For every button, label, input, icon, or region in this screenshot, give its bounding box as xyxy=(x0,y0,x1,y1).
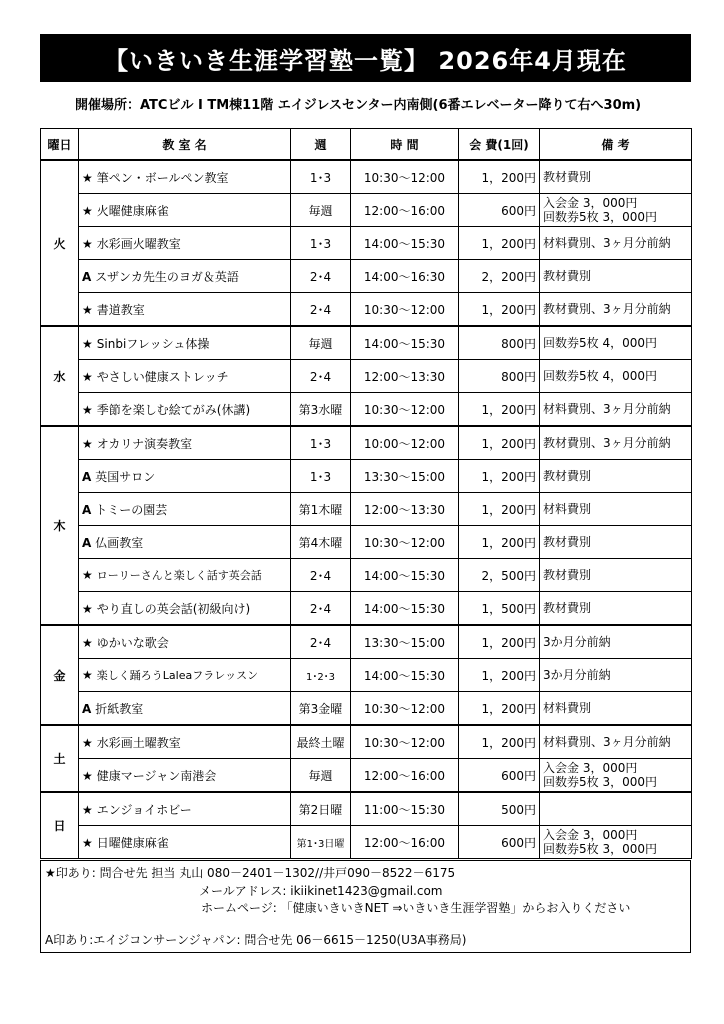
note-line: 教材費別 xyxy=(543,170,592,184)
week-cell: 第2日曜 xyxy=(291,792,351,826)
class-name-cell xyxy=(79,393,291,427)
week-cell: 第1木曜 xyxy=(291,493,351,526)
note-cell xyxy=(540,659,692,692)
time-cell: 14:00～15:30 xyxy=(351,659,459,692)
class-name-cell xyxy=(79,293,291,327)
fee-cell: 1，200円 xyxy=(459,692,540,726)
class-name-cell xyxy=(79,227,291,260)
star-mark: ★ xyxy=(82,668,93,682)
class-name: 筆ペン・ボールペン教室 xyxy=(96,170,229,185)
class-name-cell xyxy=(79,725,291,759)
class-name-cell xyxy=(79,460,291,493)
week-cell: 第3金曜 xyxy=(291,692,351,726)
class-name: やさしい健康ストレッチ xyxy=(96,369,229,384)
week-cell: 2･4 xyxy=(291,360,351,393)
class-name: 季節を楽しむ絵てがみ(休講) xyxy=(96,402,251,417)
note-cell xyxy=(540,725,692,759)
week-cell: 1･3 xyxy=(291,460,351,493)
class-name: 日曜健康麻雀 xyxy=(96,835,169,850)
table-row xyxy=(41,559,692,592)
contact-footer xyxy=(40,860,691,953)
a-mark: A xyxy=(82,535,92,550)
header-day: 曜日 xyxy=(41,129,79,161)
note-line: 教材費別 xyxy=(543,535,592,549)
table-row xyxy=(41,725,692,759)
fee-cell: 600円 xyxy=(459,194,540,227)
contact-a-mark: A印あり:エイジコンサーンジャパン: 問合せ先 06－6615－1250(U3A事務局) xyxy=(45,933,467,947)
time-cell: 12:00～13:30 xyxy=(351,493,459,526)
star-mark: ★ xyxy=(82,203,93,218)
day-cell: 日 xyxy=(41,792,79,859)
day-cell: 火 xyxy=(41,160,79,326)
time-cell: 12:00～16:00 xyxy=(351,759,459,793)
note-line: 材料費別、3ヶ月分前納 xyxy=(543,236,671,250)
class-name-cell xyxy=(79,592,291,626)
fee-cell: 1，200円 xyxy=(459,725,540,759)
fee-cell: 2，200円 xyxy=(459,260,540,293)
class-name: 折紙教室 xyxy=(95,701,144,716)
class-name-cell xyxy=(79,426,291,460)
note-cell xyxy=(540,692,692,726)
time-cell: 14:00～15:30 xyxy=(351,227,459,260)
note-line: 材料費別、3ヶ月分前納 xyxy=(543,402,671,416)
class-name: Sinbiフレッシュ体操 xyxy=(96,336,210,351)
time-cell: 12:00～16:00 xyxy=(351,194,459,227)
class-name: ゆかいな歌会 xyxy=(96,635,169,650)
note-cell xyxy=(540,826,692,859)
week-cell: 第3水曜 xyxy=(291,393,351,427)
day-cell: 木 xyxy=(41,426,79,625)
note-line: 材料費別 xyxy=(543,502,592,516)
table-row xyxy=(41,326,692,360)
class-name-cell xyxy=(79,759,291,793)
table-row xyxy=(41,426,692,460)
page-title: 【いきいき生涯学習塾一覧】 2026年4月現在 xyxy=(40,34,691,82)
note-line: 入会金 3，000円 xyxy=(543,196,638,210)
note-line: 教材費別、3ヶ月分前納 xyxy=(543,436,671,450)
contact-email: メールアドレス: ikiikinet1423@gmail.com xyxy=(199,884,443,898)
time-cell: 10:30～12:00 xyxy=(351,293,459,327)
note-line: 回数券5枚 3，000円 xyxy=(543,775,657,789)
time-cell: 10:30～12:00 xyxy=(351,725,459,759)
week-cell: 最終土曜 xyxy=(291,725,351,759)
header-name: 教 室 名 xyxy=(79,129,291,161)
time-cell: 12:00～13:30 xyxy=(351,360,459,393)
fee-cell: 600円 xyxy=(459,826,540,859)
note-line: 回数券5枚 4，000円 xyxy=(543,369,657,383)
class-name-cell xyxy=(79,160,291,194)
class-name-cell xyxy=(79,194,291,227)
fee-cell: 500円 xyxy=(459,792,540,826)
fee-cell: 600円 xyxy=(459,759,540,793)
table-row xyxy=(41,659,692,692)
star-mark: ★ xyxy=(82,369,93,384)
time-cell: 10:30～12:00 xyxy=(351,526,459,559)
time-cell: 14:00～15:30 xyxy=(351,592,459,626)
week-cell: 第1･3日曜 xyxy=(291,826,351,859)
a-mark: A xyxy=(82,469,92,484)
note-cell xyxy=(540,526,692,559)
day-cell: 金 xyxy=(41,625,79,725)
table-row xyxy=(41,227,692,260)
class-name-cell xyxy=(79,625,291,659)
week-cell: 1･2･3 xyxy=(291,659,351,692)
note-cell xyxy=(540,326,692,360)
week-cell: 1･3 xyxy=(291,426,351,460)
note-line: 教材費別、3ヶ月分前納 xyxy=(543,302,671,316)
note-line: 教材費別 xyxy=(543,269,592,283)
week-cell: 第4木曜 xyxy=(291,526,351,559)
time-cell: 10:00～12:00 xyxy=(351,426,459,460)
class-name: 楽しく踊ろうLaleaフラレッスン xyxy=(96,669,259,682)
week-cell: 毎週 xyxy=(291,194,351,227)
class-name: 英国サロン xyxy=(95,469,156,484)
week-cell: 2･4 xyxy=(291,293,351,327)
schedule-body xyxy=(41,160,692,859)
table-row xyxy=(41,493,692,526)
note-cell xyxy=(540,792,692,826)
note-cell xyxy=(540,426,692,460)
schedule-table xyxy=(40,128,692,859)
time-cell: 10:30～12:00 xyxy=(351,160,459,194)
fee-cell: 800円 xyxy=(459,326,540,360)
table-row xyxy=(41,160,692,194)
table-row xyxy=(41,625,692,659)
week-cell: 2･4 xyxy=(291,559,351,592)
fee-cell: 1，200円 xyxy=(459,493,540,526)
time-cell: 10:30～12:00 xyxy=(351,393,459,427)
star-mark: ★ xyxy=(82,568,93,582)
header-time: 時 間 xyxy=(351,129,459,161)
note-line: 3か月分前納 xyxy=(543,635,611,649)
table-row xyxy=(41,526,692,559)
class-name: 書道教室 xyxy=(96,302,145,317)
fee-cell: 1，200円 xyxy=(459,659,540,692)
time-cell: 14:00～16:30 xyxy=(351,260,459,293)
week-cell: 2･4 xyxy=(291,592,351,626)
fee-cell: 1，200円 xyxy=(459,526,540,559)
note-line: 入会金 3，000円 xyxy=(543,828,638,842)
table-row xyxy=(41,792,692,826)
star-mark: ★ xyxy=(82,402,93,417)
star-mark: ★ xyxy=(82,735,93,750)
class-name-cell xyxy=(79,559,291,592)
time-cell: 12:00～16:00 xyxy=(351,826,459,859)
note-cell xyxy=(540,360,692,393)
star-mark: ★ xyxy=(82,302,93,317)
table-row xyxy=(41,360,692,393)
note-line: 回数券5枚 3，000円 xyxy=(543,842,657,856)
star-mark: ★ xyxy=(82,336,93,351)
class-name: 火曜健康麻雀 xyxy=(96,203,169,218)
fee-cell: 1，200円 xyxy=(459,426,540,460)
table-header-row xyxy=(41,129,692,161)
a-mark: A xyxy=(82,701,92,716)
week-cell: 毎週 xyxy=(291,326,351,360)
class-name-cell xyxy=(79,493,291,526)
class-name-cell xyxy=(79,826,291,859)
fee-cell: 1，200円 xyxy=(459,160,540,194)
class-name: エンジョイホビー xyxy=(96,802,192,817)
note-line: 回数券5枚 3，000円 xyxy=(543,210,657,224)
star-mark: ★ xyxy=(82,802,93,817)
note-cell xyxy=(540,625,692,659)
note-line: 教材費別 xyxy=(543,601,592,615)
contact-homepage: ホームページ: 「健康いきいきNET ⇒いきいき生涯学習塾」からお入りください xyxy=(201,901,631,915)
time-cell: 13:30～15:00 xyxy=(351,625,459,659)
header-note: 備 考 xyxy=(540,129,692,161)
fee-cell: 2，500円 xyxy=(459,559,540,592)
note-cell xyxy=(540,559,692,592)
time-cell: 13:30～15:00 xyxy=(351,460,459,493)
class-name-cell xyxy=(79,260,291,293)
table-row xyxy=(41,460,692,493)
table-row xyxy=(41,393,692,427)
note-cell xyxy=(540,160,692,194)
note-cell xyxy=(540,293,692,327)
fee-cell: 1，200円 xyxy=(459,227,540,260)
note-cell xyxy=(540,260,692,293)
note-line: 3か月分前納 xyxy=(543,668,611,682)
note-cell xyxy=(540,759,692,793)
time-cell: 10:30～12:00 xyxy=(351,692,459,726)
note-cell xyxy=(540,493,692,526)
week-cell: 毎週 xyxy=(291,759,351,793)
class-name: 健康マージャン南港会 xyxy=(96,768,217,783)
a-mark: A xyxy=(82,269,92,284)
fee-cell: 1，200円 xyxy=(459,625,540,659)
class-name-cell xyxy=(79,659,291,692)
class-name: 水彩画火曜教室 xyxy=(96,236,181,251)
star-mark: ★ xyxy=(82,835,93,850)
note-cell xyxy=(540,194,692,227)
star-mark: ★ xyxy=(82,601,93,616)
note-line: 教材費別 xyxy=(543,469,592,483)
note-line: 回数券5枚 4，000円 xyxy=(543,336,657,350)
star-mark: ★ xyxy=(82,170,93,185)
fee-cell: 1，200円 xyxy=(459,460,540,493)
class-name-cell xyxy=(79,360,291,393)
contact-star: ★印あり: 問合せ先 担当 丸山 080－2401－1302//井戸090－8522－6175 xyxy=(45,866,456,880)
week-cell: 2･4 xyxy=(291,625,351,659)
table-row xyxy=(41,194,692,227)
class-name: ローリーさんと楽しく話す英会話 xyxy=(96,569,262,582)
star-mark: ★ xyxy=(82,768,93,783)
table-row xyxy=(41,826,692,859)
table-row xyxy=(41,759,692,793)
header-fee: 会 費(1回) xyxy=(459,129,540,161)
star-mark: ★ xyxy=(82,635,93,650)
venue-info: 開催場所：ATCビル I TM棟11階 エイジレスセンター内南側(6番エレベーター降りて右へ30m) xyxy=(75,98,642,113)
fee-cell: 1，200円 xyxy=(459,393,540,427)
time-cell: 14:00～15:30 xyxy=(351,326,459,360)
note-cell xyxy=(540,393,692,427)
note-line: 入会金 3，000円 xyxy=(543,761,638,775)
week-cell: 2･4 xyxy=(291,260,351,293)
class-name: トミーの園芸 xyxy=(95,502,168,517)
note-line: 材料費別 xyxy=(543,701,592,715)
note-cell xyxy=(540,227,692,260)
note-line: 材料費別、3ヶ月分前納 xyxy=(543,735,671,749)
header-week: 週 xyxy=(291,129,351,161)
day-cell: 土 xyxy=(41,725,79,792)
class-name: 仏画教室 xyxy=(95,535,144,550)
class-name-cell xyxy=(79,792,291,826)
class-name-cell xyxy=(79,526,291,559)
day-cell: 水 xyxy=(41,326,79,426)
week-cell: 1･3 xyxy=(291,227,351,260)
table-row xyxy=(41,293,692,327)
table-row xyxy=(41,260,692,293)
fee-cell: 1，500円 xyxy=(459,592,540,626)
class-name: スザンカ先生のヨガ＆英語 xyxy=(95,269,239,284)
table-row xyxy=(41,692,692,726)
class-name: オカリナ演奏教室 xyxy=(96,436,193,451)
note-cell xyxy=(540,592,692,626)
note-cell xyxy=(540,460,692,493)
time-cell: 14:00～15:30 xyxy=(351,559,459,592)
class-name: やり直しの英会話(初級向け) xyxy=(96,601,251,616)
fee-cell: 1，200円 xyxy=(459,293,540,327)
class-name-cell xyxy=(79,692,291,726)
class-name: 水彩画土曜教室 xyxy=(96,735,181,750)
star-mark: ★ xyxy=(82,436,93,451)
star-mark: ★ xyxy=(82,236,93,251)
table-row xyxy=(41,592,692,626)
week-cell: 1･3 xyxy=(291,160,351,194)
note-line: 教材費別 xyxy=(543,568,592,582)
a-mark: A xyxy=(82,502,92,517)
fee-cell: 800円 xyxy=(459,360,540,393)
time-cell: 11:00～15:30 xyxy=(351,792,459,826)
class-name-cell xyxy=(79,326,291,360)
